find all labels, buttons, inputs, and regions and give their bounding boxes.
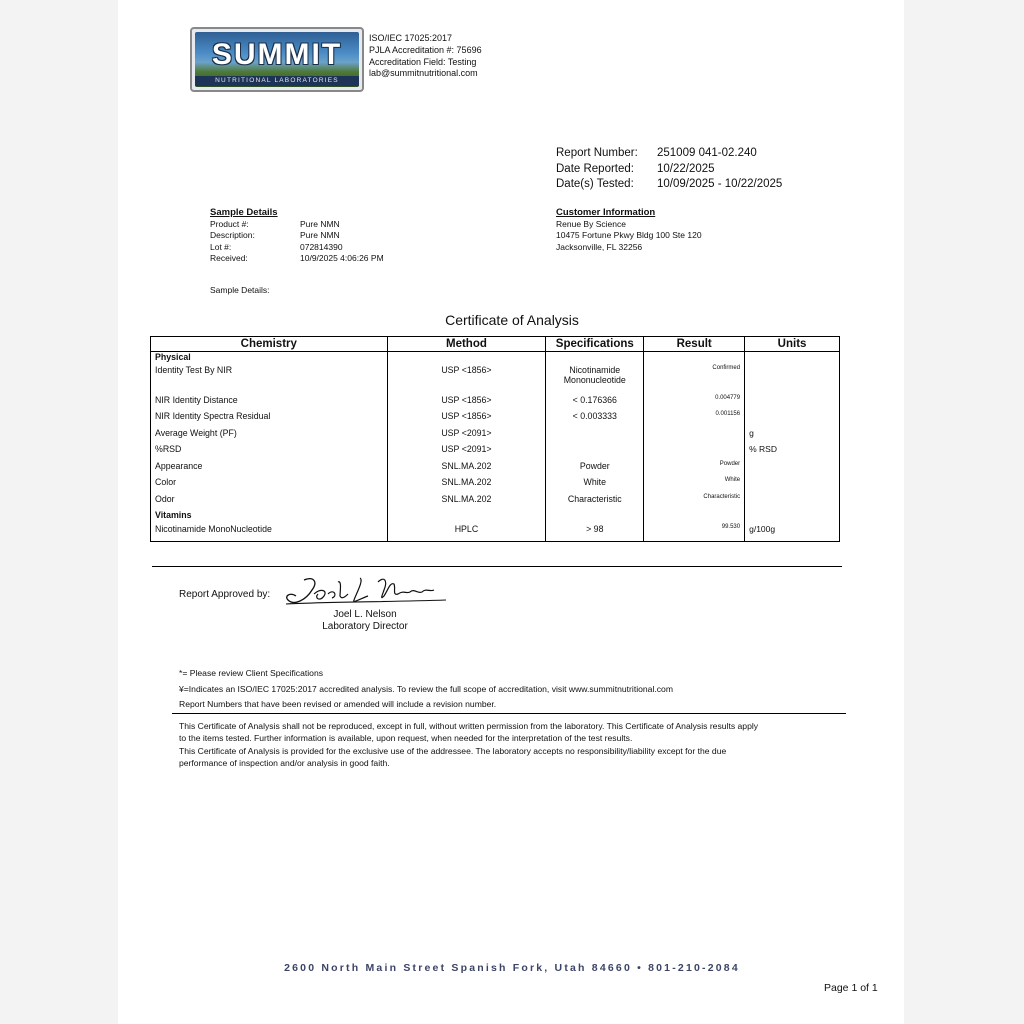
units-cell: g/100g: [745, 524, 840, 541]
chem-cell: Appearance: [151, 461, 388, 478]
method-cell: HPLC: [387, 524, 546, 541]
lab-accreditation-info: [369, 33, 482, 80]
coa-title: Certificate of Analysis: [445, 312, 579, 328]
product-value: Pure NMN: [300, 218, 340, 229]
spec-cell: < 0.003333: [546, 411, 644, 428]
pjla-accreditation: PJLA Accreditation #: 75696: [369, 44, 482, 55]
lab-email: lab@summitnutritional.com: [369, 68, 478, 79]
iso-standard: ISO/IEC 17025:2017: [369, 33, 453, 43]
disclaimer-line-1: This Certificate of Analysis shall not be reproduced, except in full, without written permission from the laboratory. This Certificate of Analysis results apply: [179, 721, 759, 731]
divider-line: [152, 566, 842, 567]
spec-cell: < 0.176366: [546, 395, 644, 412]
method-cell: USP <2091>: [387, 428, 546, 445]
approver-block: [300, 609, 430, 633]
disclaimer-line-3: This Certificate of Analysis is provided for the exclusive use of the addressee. The laboratory accepts no responsibility/liability except for the due: [179, 745, 727, 756]
chem-cell: NIR Identity Distance: [151, 395, 388, 412]
disclaimer-line-2: to the items tested. Further information is available, upon request, when needed for the interpretation of the test results.: [179, 733, 633, 744]
coa-table: [150, 336, 840, 542]
customer-information: [556, 207, 702, 253]
result-cell: White: [644, 477, 745, 494]
table-row: [151, 524, 840, 541]
chem-cell: Identity Test By NIR: [151, 365, 388, 395]
received-label: Received:: [210, 253, 248, 263]
method-cell: SNL.MA.202: [387, 494, 546, 511]
lab-address-footer: 2600 North Main Street Spanish Fork, Utah 84660 • 801-210-2084: [284, 962, 740, 974]
chem-cell: Nicotinamide MonoNucleotide: [151, 524, 388, 541]
table-row: [151, 461, 840, 478]
product-label: Product #:: [210, 218, 249, 229]
header-specifications: Specifications: [546, 337, 644, 352]
result-cell: 0.004779: [644, 395, 745, 412]
logo-wordmark: SUMMIT: [211, 38, 343, 71]
lot-label: Lot #:: [210, 241, 232, 252]
received-value: 10/9/2025 4:06:26 PM: [300, 253, 384, 263]
table-row: [151, 395, 840, 412]
dates-tested: 10/09/2025 - 10/22/2025: [657, 178, 783, 190]
summit-logo: [190, 27, 364, 92]
method-cell: USP <1856>: [387, 411, 546, 428]
date-reported: 10/22/2025: [657, 162, 715, 175]
logo-subtitle: NUTRITIONAL LABORATORIES: [195, 76, 359, 86]
lot-value: 072814390: [300, 241, 343, 252]
group-row-vitamins: [151, 510, 840, 524]
sample-details-note-label: Sample Details:: [210, 285, 270, 295]
footnotes: [179, 666, 673, 713]
table-row: [151, 494, 840, 511]
table-row: [151, 477, 840, 494]
result-cell: [644, 444, 745, 461]
spec-cell: [546, 428, 644, 445]
method-cell: SNL.MA.202: [387, 477, 546, 494]
header-method: Method: [387, 337, 546, 352]
description-value: Pure NMN: [300, 230, 340, 240]
report-meta: [556, 146, 782, 193]
spec-cell: [546, 444, 644, 461]
method-cell: USP <1856>: [387, 365, 546, 395]
spec-cell: > 98: [546, 524, 644, 541]
units-cell: [745, 477, 840, 494]
logo-mountain-graphic: [195, 32, 359, 87]
header-chemistry: Chemistry: [151, 337, 388, 352]
result-cell: [644, 428, 745, 445]
spec-cell: Powder: [546, 461, 644, 478]
header-units: Units: [745, 337, 840, 352]
spec-line-2: Mononucleotide: [563, 374, 626, 385]
method-cell: SNL.MA.202: [387, 461, 546, 478]
table-row: [151, 428, 840, 445]
result-cell: Confirmed: [644, 365, 745, 395]
description-label: Description:: [210, 230, 255, 240]
chem-cell: Odor: [151, 494, 388, 511]
customer-address-line2: Jacksonville, FL 32256: [556, 241, 643, 252]
signature-image: [284, 574, 450, 610]
group-label-vitamins: Vitamins: [151, 510, 388, 524]
customer-name: Renue By Science: [556, 218, 626, 229]
chem-cell: %RSD: [151, 444, 388, 461]
group-label-physical: Physical: [151, 352, 388, 365]
page-number: Page 1 of 1: [824, 982, 878, 994]
units-cell: g: [745, 428, 840, 445]
result-cell: Characteristic: [644, 494, 745, 511]
divider-line-2: [172, 713, 846, 714]
result-cell: 99.530: [644, 524, 745, 541]
units-cell: [745, 365, 840, 395]
customer-info-title: Customer Information: [556, 207, 656, 218]
chem-cell: NIR Identity Spectra Residual: [151, 411, 388, 428]
note-accredited: ¥=Indicates an ISO/IEC 17025:2017 accredited analysis. To review the full scope of accreditation, visit www.summitnutritional.com: [179, 683, 673, 694]
sample-details: [210, 207, 384, 265]
units-cell: [745, 461, 840, 478]
units-cell: [745, 395, 840, 412]
units-cell: [745, 494, 840, 511]
table-row: [151, 444, 840, 461]
header-result: Result: [644, 337, 745, 352]
approver-name: Joel L. Nelson: [333, 609, 397, 620]
disclaimer-line-4: performance of inspection and/or analysis in good faith.: [179, 757, 390, 768]
dates-tested-label: Date(s) Tested:: [556, 178, 634, 190]
report-number-label: Report Number:: [556, 147, 638, 159]
customer-address-line1: 10475 Fortune Pkwy Bldg 100 Ste 120: [556, 230, 702, 240]
approver-title: Laboratory Director: [322, 621, 408, 632]
sample-details-title: Sample Details: [210, 207, 278, 218]
spec-cell: Characteristic: [546, 494, 644, 511]
units-cell: % RSD: [745, 444, 840, 461]
date-reported-label: Date Reported:: [556, 162, 634, 175]
units-cell: [745, 411, 840, 428]
chem-cell: Average Weight (PF): [151, 428, 388, 445]
chem-cell: Color: [151, 477, 388, 494]
accreditation-field: Accreditation Field: Testing: [369, 56, 477, 67]
group-row-physical: [151, 352, 840, 365]
table-row: [151, 411, 840, 428]
spec-line-1: Nicotinamide: [569, 364, 621, 375]
table-row: [151, 365, 840, 395]
note-revisions: Report Numbers that have been revised or amended will include a revision number.: [179, 699, 497, 709]
report-number: 251009 041-02.240: [657, 147, 757, 159]
result-cell: 0.001156: [644, 411, 745, 428]
note-client-specs: *= Please review Client Specifications: [179, 668, 324, 678]
result-cell: Powder: [644, 461, 745, 478]
method-cell: USP <1856>: [387, 395, 546, 412]
coa-header-row: [151, 337, 840, 352]
approved-by-label: Report Approved by:: [179, 589, 271, 600]
spec-cell: White: [546, 477, 644, 494]
method-cell: USP <2091>: [387, 444, 546, 461]
disclaimer: [179, 720, 758, 769]
spec-cell: [546, 365, 644, 395]
